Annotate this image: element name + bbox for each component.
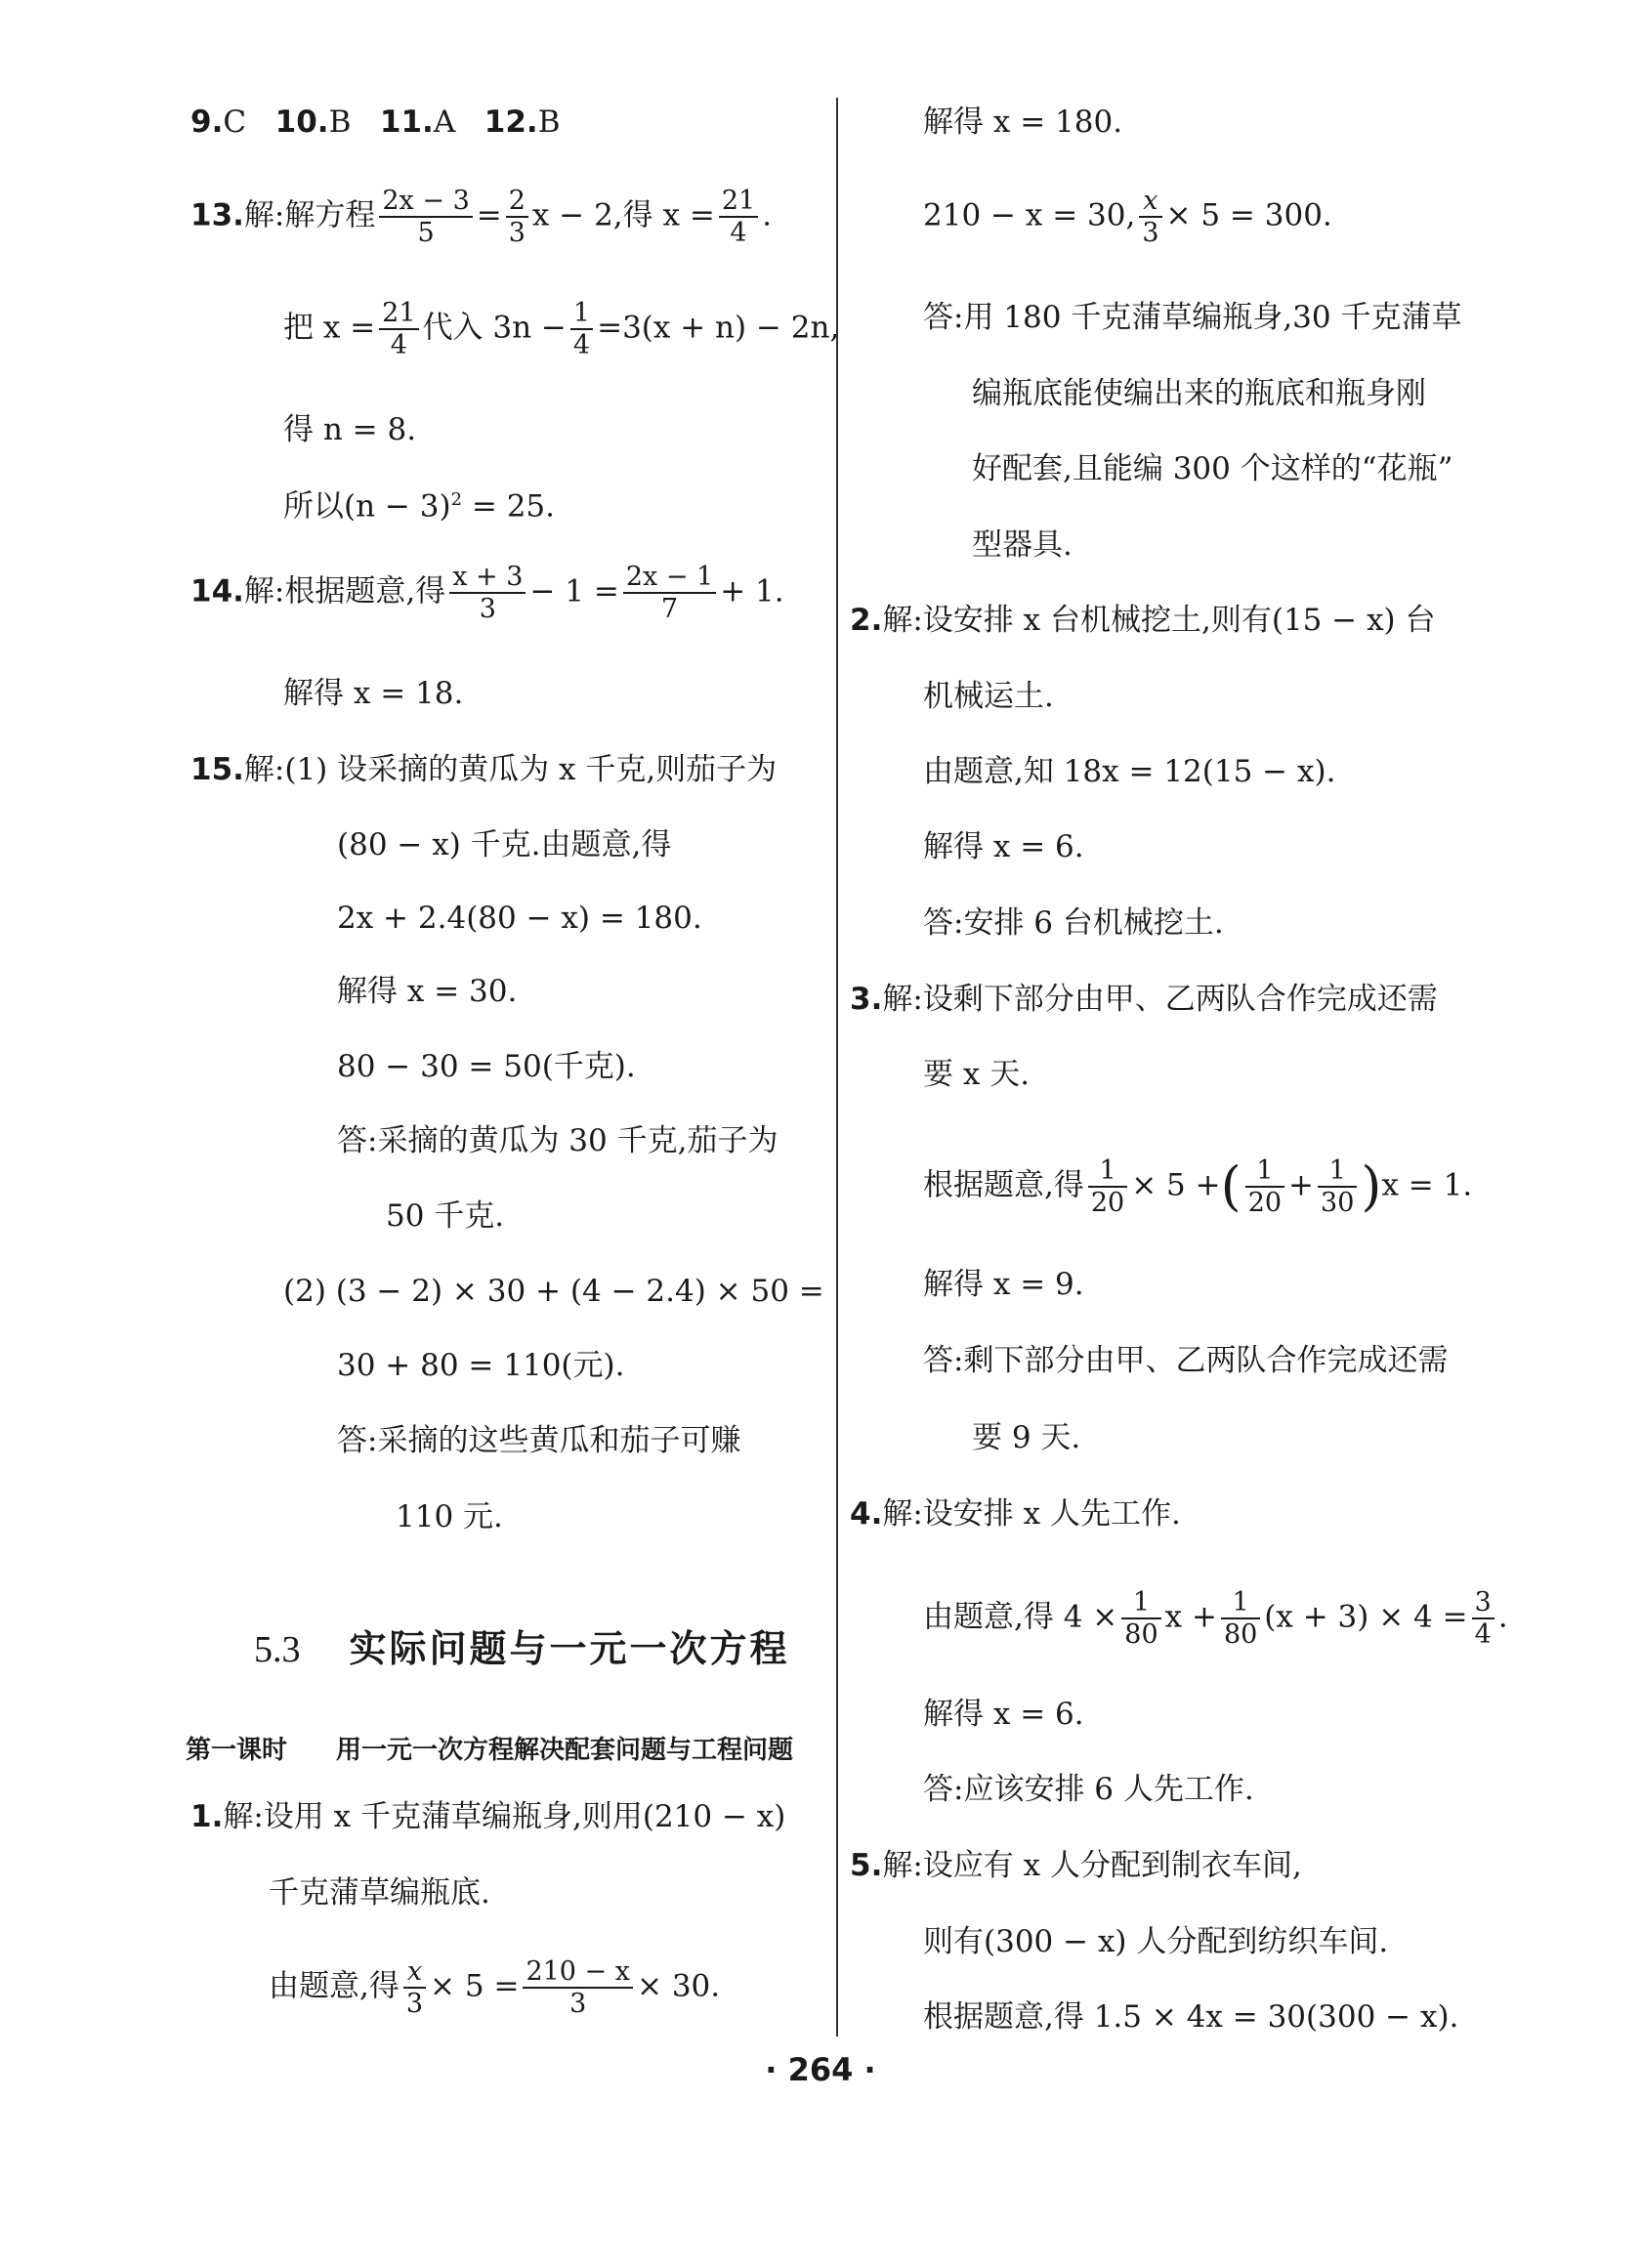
- q1-cont-line3: 答:用 180 千克蒲草编瓶身,30 千克蒲草: [923, 300, 1462, 335]
- denominator: 3: [403, 1987, 426, 2019]
- fraction: [506, 186, 528, 248]
- q1-cont-line2: [923, 186, 1332, 248]
- fraction: [379, 186, 472, 248]
- numerator: 3: [1474, 1587, 1492, 1617]
- text: 所以(n − 3): [283, 488, 451, 525]
- q9-number: 9.: [190, 105, 224, 140]
- q4-number: 4.: [850, 1496, 883, 1532]
- text: 根据题意,得: [923, 1167, 1084, 1203]
- text: x = 1.: [1381, 1167, 1473, 1203]
- numerator: 21: [721, 186, 756, 216]
- q15-line10: 答:采摘的这些黄瓜和茄子可赚: [337, 1423, 741, 1458]
- q5-line2: 则有(300 − x) 人分配到纺织车间.: [923, 1924, 1389, 1959]
- q15-line5: 80 − 30 = 50(千克).: [337, 1049, 636, 1084]
- denominator: 20: [1245, 1186, 1284, 1218]
- numerator: 1: [1328, 1155, 1346, 1186]
- q2-line2: 机械运土.: [923, 679, 1054, 714]
- numerator: 1: [1256, 1155, 1274, 1186]
- q13-line1: [190, 186, 772, 248]
- text: .: [1497, 1599, 1508, 1635]
- numerator: 21: [382, 298, 416, 328]
- numerator: x: [1143, 186, 1158, 216]
- q4-line2: [923, 1587, 1508, 1650]
- denominator: 5: [379, 216, 472, 248]
- denominator: 7: [623, 592, 716, 624]
- text: 解:设剩下部分由甲、乙两队合作完成还需: [882, 982, 1438, 1017]
- text: 由题意,得 4 ×: [923, 1599, 1118, 1635]
- text: × 5 =: [430, 1968, 520, 2004]
- q10-answer: B: [328, 105, 352, 140]
- q13-line4: [283, 488, 555, 525]
- column-divider: [836, 98, 838, 2037]
- fraction: [1245, 1155, 1284, 1218]
- q15-line9: 30 + 80 = 110(元).: [337, 1348, 625, 1383]
- q14-number: 14.: [190, 573, 244, 609]
- lesson-heading: [186, 1730, 793, 1766]
- q2-number: 2.: [850, 603, 883, 638]
- denominator: 20: [1088, 1186, 1127, 1218]
- q1-number: 1.: [190, 1799, 224, 1834]
- q3-line3: [923, 1155, 1472, 1218]
- text: 解:根据题意,得: [243, 573, 446, 609]
- text: 代入 3n −: [422, 310, 567, 346]
- text: = 25.: [462, 488, 555, 525]
- text: 解:设安排 x 台机械挖土,则有(15 − x) 台: [882, 603, 1436, 638]
- lesson-title: 用一元一次方程解决配套问题与工程问题: [336, 1736, 794, 1765]
- q13-number: 13.: [190, 197, 244, 233]
- q3-line2: 要 x 天.: [923, 1057, 1031, 1092]
- denominator: 3: [523, 1987, 633, 2019]
- text: 解:设应有 x 人分配到制衣车间,: [882, 1848, 1302, 1883]
- q15-line1: [190, 752, 778, 787]
- fraction: [1088, 1155, 1127, 1218]
- q3-line1: [850, 982, 1438, 1017]
- q15-line3: 2x + 2.4(80 − x) = 180.: [337, 901, 702, 936]
- text: (x + 3) × 4 =: [1264, 1599, 1468, 1635]
- q2-line1: [850, 603, 1436, 638]
- q13-line3: 得 n = 8.: [283, 412, 417, 447]
- q10-number: 10.: [274, 105, 329, 140]
- q15-line6: 答:采摘的黄瓜为 30 千克,茄子为: [337, 1123, 778, 1158]
- q4-line4: 答:应该安排 6 人先工作.: [923, 1772, 1254, 1807]
- denominator: 4: [570, 328, 593, 360]
- q4-line1: [850, 1496, 1181, 1532]
- fraction: [1318, 1155, 1357, 1218]
- text: x − 2,得 x =: [531, 197, 715, 233]
- q4-line3: 解得 x = 6.: [923, 1697, 1084, 1732]
- q1-line1: [190, 1799, 786, 1834]
- q3-line4: 解得 x = 9.: [923, 1267, 1084, 1302]
- q3-line5: 答:剩下部分由甲、乙两队合作完成还需: [923, 1343, 1449, 1378]
- q11-answer: A: [433, 105, 456, 140]
- q2-line4: 解得 x = 6.: [923, 829, 1084, 864]
- text: 解:(1) 设采摘的黄瓜为 x 千克,则茄子为: [243, 752, 778, 787]
- numerator: 2: [508, 186, 526, 216]
- right-paren: ): [1361, 1155, 1382, 1218]
- fraction: [1139, 186, 1161, 248]
- q15-line4: 解得 x = 30.: [337, 974, 518, 1009]
- q1-cont-line4: 编瓶底能使编出来的瓶底和瓶身刚: [972, 376, 1426, 411]
- q2-line3: 由题意,知 18x = 12(15 − x).: [923, 754, 1336, 789]
- numerator: 1: [572, 298, 591, 328]
- text: =3(x + n) − 2n,: [597, 310, 840, 346]
- denominator: 4: [379, 328, 418, 360]
- fraction: [623, 562, 716, 624]
- fraction: [449, 562, 526, 624]
- text: =: [476, 197, 502, 233]
- q13-line2: [283, 298, 839, 360]
- denominator: 30: [1318, 1186, 1357, 1218]
- left-paren: (: [1220, 1155, 1241, 1218]
- numerator: 1: [1232, 1587, 1249, 1617]
- text: 把 x =: [283, 310, 376, 346]
- text: .: [762, 197, 773, 233]
- q1-line3: [269, 1956, 720, 2019]
- fraction: [379, 298, 418, 360]
- text: × 5 = 300.: [1165, 197, 1332, 233]
- text: − 1 =: [529, 573, 619, 609]
- fraction: [1221, 1587, 1260, 1650]
- fraction: [719, 186, 758, 248]
- q15-number: 15.: [190, 752, 244, 787]
- q3-number: 3.: [850, 982, 883, 1017]
- exponent: 2: [450, 489, 463, 510]
- q11-number: 11.: [379, 105, 434, 140]
- denominator: 80: [1221, 1617, 1260, 1650]
- q5-line3: 根据题意,得 1.5 × 4x = 30(300 − x).: [923, 1999, 1459, 2035]
- fraction: [523, 1956, 633, 2019]
- text: 解:设用 x 千克蒲草编瓶身,则用(210 − x): [223, 1799, 786, 1834]
- numerator: x: [406, 1956, 423, 1987]
- q1-cont-line6: 型器具.: [972, 527, 1073, 563]
- numerator: 2x − 1: [625, 562, 714, 592]
- text: x +: [1164, 1599, 1217, 1635]
- fraction: [570, 298, 593, 360]
- q15-line8: (2) (3 − 2) × 30 + (4 − 2.4) × 50 =: [283, 1274, 824, 1309]
- q2-line5: 答:安排 6 台机械挖土.: [923, 905, 1224, 941]
- text: 解:设安排 x 人先工作.: [882, 1496, 1181, 1532]
- fraction: [403, 1956, 426, 2019]
- denominator: 3: [506, 216, 528, 248]
- answers-9-12: [190, 107, 561, 138]
- numerator: 2x − 3: [382, 186, 470, 216]
- q1-line2: 千克蒲草编瓶底.: [269, 1875, 490, 1911]
- q5-number: 5.: [850, 1848, 883, 1883]
- q14-line1: [190, 562, 784, 624]
- text: 由题意,得: [269, 1968, 400, 2004]
- q1-cont-line1: 解得 x = 180.: [923, 105, 1123, 140]
- numerator: x + 3: [452, 562, 524, 592]
- section-number: 5.3: [254, 1629, 301, 1670]
- q15-line7: 50 千克.: [386, 1198, 505, 1234]
- q15-line11: 110 元.: [396, 1499, 503, 1534]
- q9-answer: C: [223, 105, 247, 140]
- q15-line2: (80 − x) 千克.由题意,得: [337, 827, 672, 862]
- numerator: 1: [1099, 1155, 1116, 1186]
- denominator: 4: [1472, 1617, 1494, 1650]
- text: 解:解方程: [243, 197, 376, 233]
- q12-answer: B: [537, 105, 561, 140]
- section-heading: [254, 1618, 790, 1672]
- text: + 1.: [720, 573, 784, 609]
- text: × 5 +: [1131, 1167, 1221, 1203]
- lesson-label: 第一课时: [186, 1736, 288, 1765]
- denominator: 4: [719, 216, 758, 248]
- section-title: 实际问题与一元一次方程: [349, 1627, 790, 1670]
- text: +: [1288, 1167, 1315, 1203]
- q5-line1: [850, 1848, 1302, 1883]
- denominator: 80: [1121, 1617, 1160, 1650]
- q1-cont-line5: 好配套,且能编 300 个这样的“花瓶”: [972, 451, 1453, 486]
- q14-line2: 解得 x = 18.: [283, 676, 464, 711]
- fraction: [1472, 1587, 1494, 1650]
- q3-line6: 要 9 天.: [972, 1420, 1081, 1455]
- denominator: 3: [449, 592, 526, 624]
- q12-number: 12.: [484, 105, 538, 140]
- numerator: 210 − x: [526, 1956, 630, 1987]
- text: 210 − x = 30,: [923, 197, 1136, 233]
- numerator: 1: [1132, 1587, 1151, 1617]
- text: × 30.: [637, 1968, 721, 2004]
- fraction: [1121, 1587, 1160, 1650]
- denominator: 3: [1139, 216, 1161, 248]
- page-number: · 264 ·: [765, 2051, 876, 2088]
